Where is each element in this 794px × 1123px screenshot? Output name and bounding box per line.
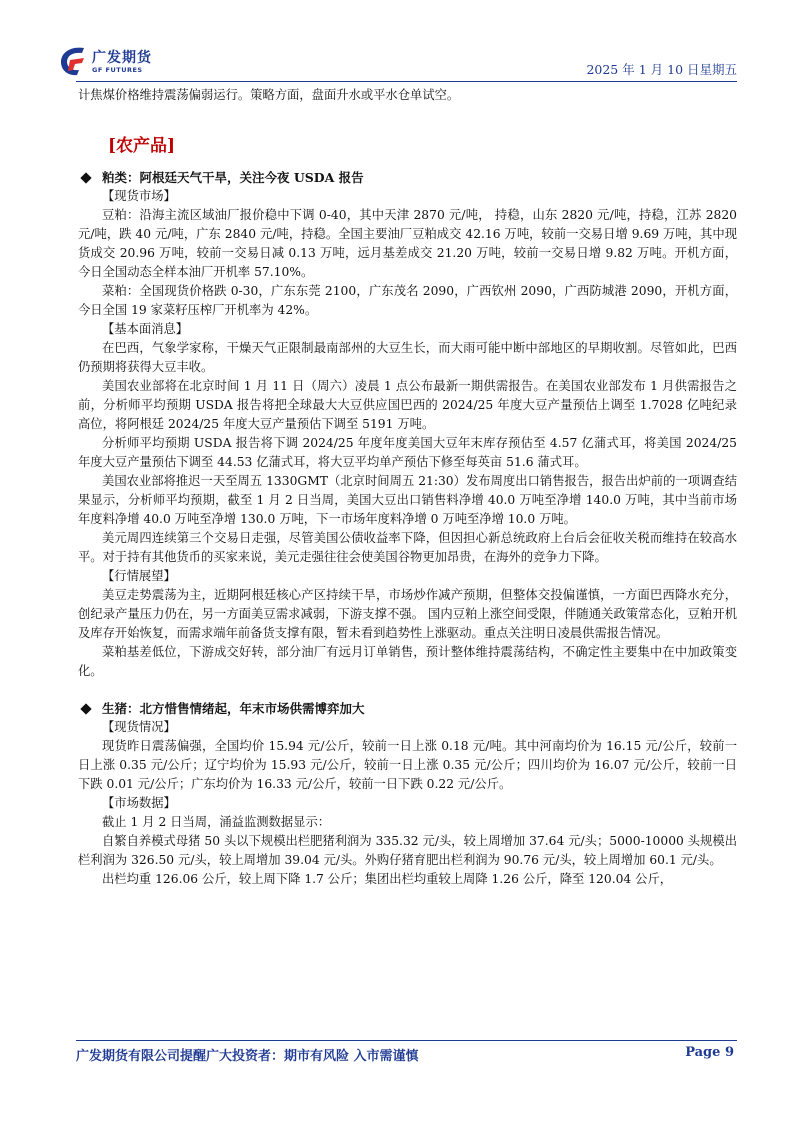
page-header [0, 0, 794, 80]
hog-paragraph: 现货昨日震荡偏强，全国均价 15.94 元/公斤，较前一日上涨 0.18 元/吨。其中河南均价为 16.15 元/公斤，较前一日上涨 0.35 元/公斤；辽宁均价为 15.93 元/公斤，较前一日上涨 0.35 元/公斤；四川均价为 16.07 元/公斤，较前一日下跌 0.01 元/公斤；广东均价为 16.33 元/公斤，较前一日下跌 0.22 元/公斤。 [78, 739, 737, 791]
soy-tag-outlook: 【行情展望】 [102, 569, 176, 583]
logo-text-cn: 广发期货 [92, 50, 152, 66]
soy-paragraph: 分析师平均预期 USDA 报告将下调 2024/25 年度年度美国大豆年末库存预估至 4.57 亿蒲式耳，将美国 2024/25 年度大豆产量预估下调至 44.53 亿蒲式耳，将大豆平均单产预估下修至每英亩 51.6 蒲式耳。 [78, 436, 737, 469]
soy-heading-text: 粕类：阿根廷天气干旱，关注今夜 USDA 报告 [102, 170, 364, 185]
hog-heading [78, 699, 737, 718]
diamond-bullet-icon [80, 172, 91, 183]
section-gap [78, 681, 737, 699]
intro-paragraph: 计焦煤价格维持震荡偏弱运行。策略方面，盘面升水或平水仓单试空。 [78, 88, 460, 102]
page-number: Page 9 [685, 1045, 734, 1060]
soy-paragraph: 菜粕基差低位，下游成交好转，部分油厂有远月订单销售，预计整体维持震荡结构，不确定性主要集中在中加政策变化。 [78, 645, 737, 678]
hog-tag-data: 【市场数据】 [102, 796, 176, 810]
hog-paragraph: 自繁自养模式母猪 50 头以下规模出栏肥猪利润为 335.32 元/头，较上周增加 37.64 元/头；5000-10000 头规模出栏利润为 326.50 元/头，较上周增加 39.04 元/头。外购仔猪育肥出栏利润为 90.76 元/头，较上周增加 60.1 元/头。 [78, 834, 737, 867]
report-date: 2025 年 1 月 10 日星期五 [586, 62, 737, 77]
diamond-bullet-icon [80, 703, 91, 714]
hog-paragraph: 出栏均重 126.06 公斤，较上周下降 1.7 公斤；集团出栏均重较上周降 1.26 公斤，降至 120.04 公斤， [102, 872, 673, 886]
soy-heading [78, 168, 737, 187]
soy-paragraph: 美国农业部将在北京时间 1 月 11 日（周六）凌晨 1 点公布最新一期供需报告。在美国农业部发布 1 月供需报告之前，分析师平均预期 USDA 报告将把全球最大大豆供应国巴西的 2024/25 年度大豆产量预估上调至 1.7028 亿吨纪录高位，将阿根廷 2024/25 年度大豆产量预估下调至 5191 万吨。 [78, 379, 737, 431]
hog-tag-spot: 【现货情况】 [102, 720, 176, 734]
hog-paragraph: 截止 1 月 2 日当周，涌益监测数据显示： [102, 815, 331, 829]
logo-text-en: GF FUTURES [92, 66, 143, 74]
soy-paragraph: 美国农业部将推迟一天至周五 1330GMT（北京时间周五 21:30）发布周度出口销售报告，报告出炉前的一项调查结果显示，分析师平均预期，截至 1 月 2 日当周，美国大豆出口销售料净增 40.0 万吨至净增 140.0 万吨，其中当前市场年度料净增 40.0 万吨至净增 130.0 万吨，下一市场年度料净增 0 万吨至净增 10.0 万吨。 [78, 474, 737, 526]
hog-heading-text: 生猪：北方惜售情绪起，年末市场供需博弈加大 [102, 701, 365, 716]
report-body [78, 86, 737, 889]
company-logo [58, 44, 158, 80]
header-divider [76, 81, 737, 82]
soy-tag-spot: 【现货市场】 [102, 189, 176, 203]
soy-tag-fundamentals: 【基本面消息】 [102, 322, 189, 336]
risk-disclaimer: 广发期货有限公司提醒广大投资者：期市有风险 入市需谨慎 [76, 1049, 419, 1064]
soy-paragraph: 在巴西，气象学家称，干燥天气正限制最南部州的大豆生长，而大雨可能中断中部地区的早期收割。尽管如此，巴西仍预期将获得大豆丰收。 [78, 341, 737, 374]
soy-paragraph: 美豆走势震荡为主，近期阿根廷核心产区持续干旱，市场炒作减产预期，但整体交投偏谨慎，一方面巴西降水充分，创纪录产量压力仍在，另一方面美豆需求减弱，下游支撑不强。 国内豆粕上涨空间受限，伴随通关政策常态化，豆粕开机及库存开始恢复，而需求端年前备货支撑有限，暂未看到趋势性上涨驱动。重点关注明日凌晨供需报告情况。 [78, 588, 737, 640]
soy-paragraph: 豆粕：沿海主流区域油厂报价稳中下调 0-40，其中天津 2870 元/吨， 持稳，山东 2820 元/吨，持稳，江苏 2820 元/吨，跌 40 元/吨，广东 2840 元/吨，持稳。全国主要油厂豆粕成交 42.16 万吨，较前一交易日增 9.69 万吨，其中现货成交 20.96 万吨，较前一交易日减 0.13 万吨，远月基差成交 21.20 万吨，较前一交易日增 9.82 万吨。开机方面，今日全国动态全样本油厂开机率 57.10%。 [78, 208, 737, 279]
section-title: [农产品] [108, 136, 176, 156]
footer-divider [76, 1040, 737, 1041]
soy-paragraph: 美元周四连续第三个交易日走强，尽管美国公债收益率下降，但因担心新总统政府上台后会征收关税而维持在较高水平。对于持有其他货币的买家来说，美元走强往往会使美国谷物更加昂贵，在海外的竞争力下降。 [78, 531, 737, 564]
soy-paragraph: 菜粕：全国现货价格跌 0-30，广东东莞 2100，广东茂名 2090，广西钦州 2090，广西防城港 2090，开机方面，今日全国 19 家菜籽压榨厂开机率为 42%。 [78, 284, 737, 317]
gf-logo-icon [58, 44, 88, 78]
